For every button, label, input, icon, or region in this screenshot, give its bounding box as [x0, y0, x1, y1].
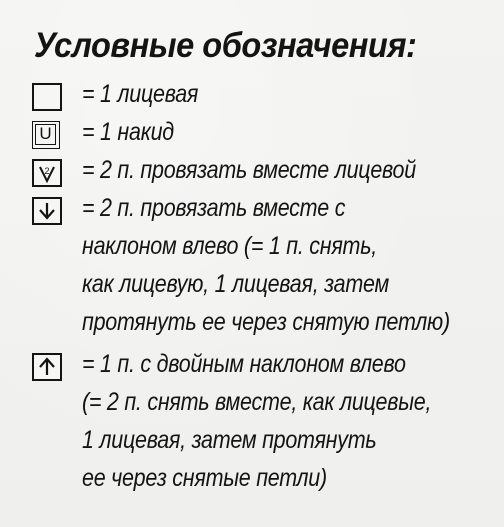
- legend-text-continuation: как лицевую, 1 лицевая, затем: [82, 270, 389, 298]
- legend-text: = 1 лицевая: [82, 80, 199, 108]
- legend-text: = 2 п. провязать вместе лицевой: [82, 156, 416, 184]
- legend-text-continuation: наклоном влево (= 1 п. снять,: [82, 232, 377, 260]
- legend-text-continuation: ее через снятые петли): [82, 464, 327, 492]
- legend-text: = 1 накид: [82, 118, 174, 146]
- k2tog-number: 2: [44, 166, 50, 176]
- legend-text-continuation: протянуть ее через снятую петлю): [82, 308, 450, 336]
- knit-two-together-icon: [32, 159, 62, 187]
- up-arrow-icon: [32, 353, 62, 381]
- legend-text: = 2 п. провязать вместе с: [82, 194, 346, 222]
- legend-text-continuation: 1 лицевая, затем протянуть: [82, 426, 377, 454]
- legend-text: = 1 п. с двойным наклоном влево: [82, 350, 406, 378]
- down-arrow-icon: [32, 197, 62, 225]
- empty-square-icon: [32, 83, 62, 111]
- u-symbol-letter: U: [35, 124, 56, 145]
- legend-title: Условные обозначения:: [34, 26, 417, 65]
- legend-text-continuation: (= 2 п. снять вместе, как лицевые,: [82, 388, 432, 416]
- u-yarn-over-icon: [32, 121, 60, 149]
